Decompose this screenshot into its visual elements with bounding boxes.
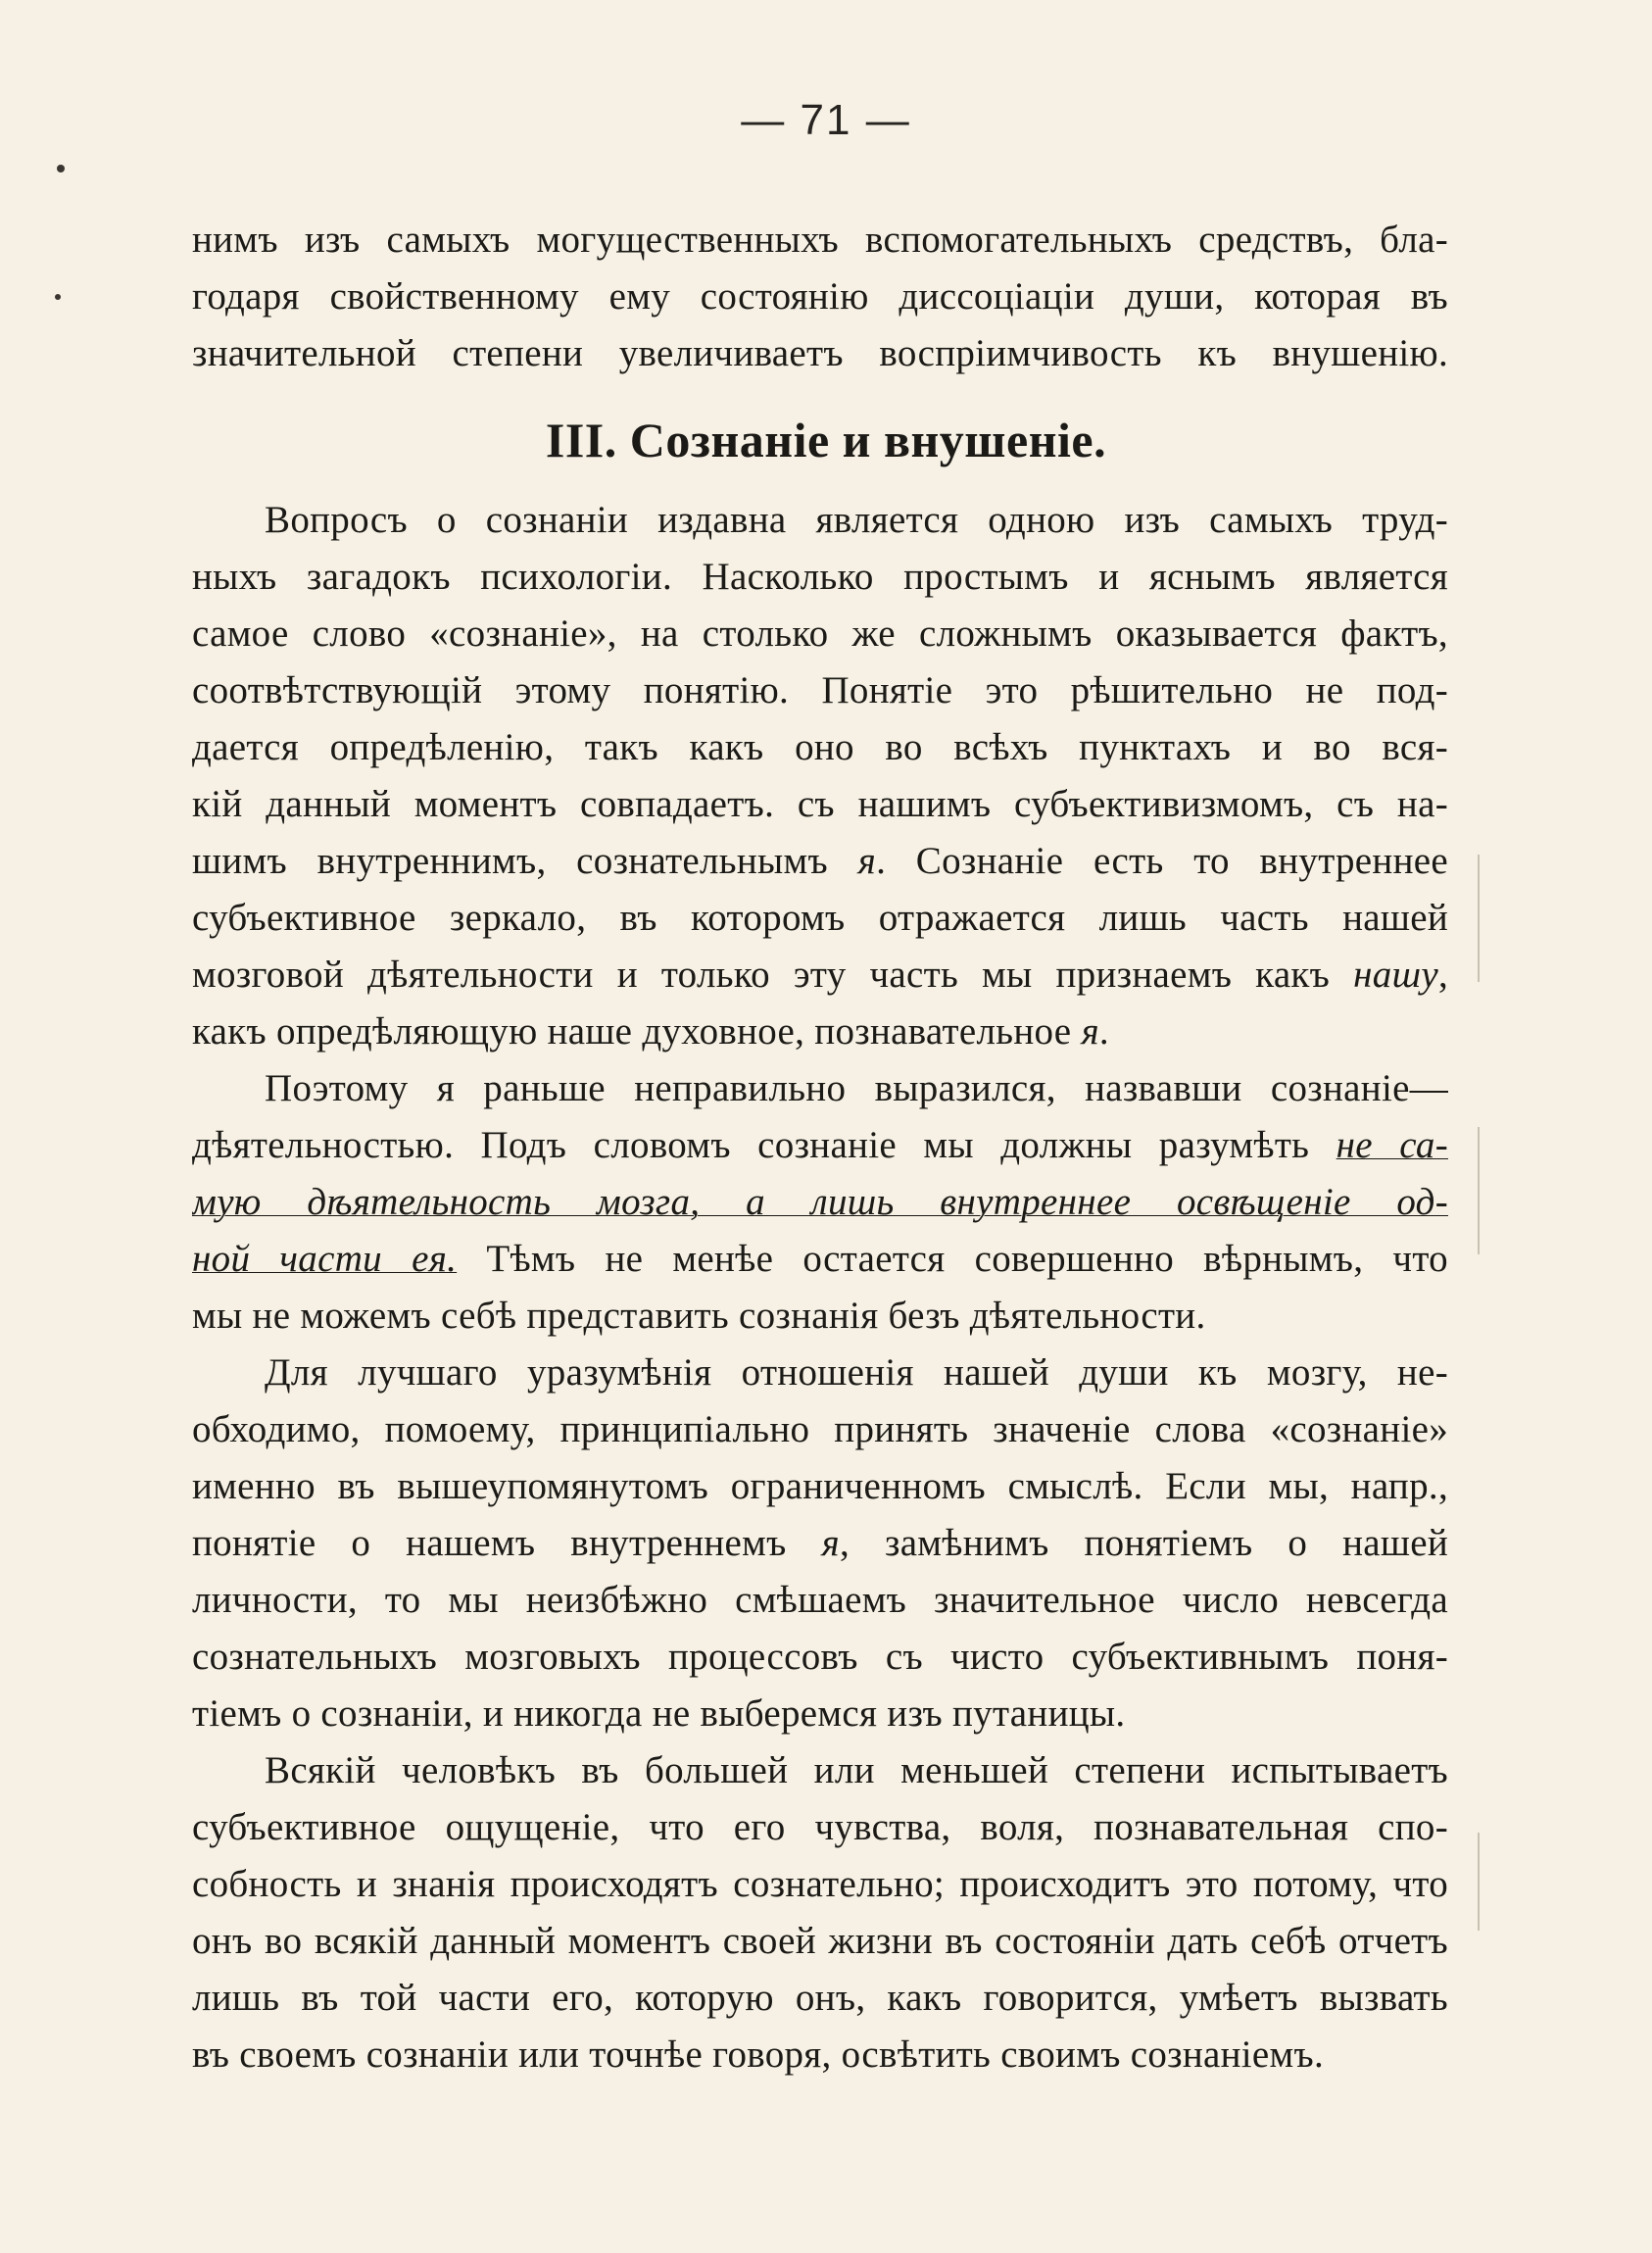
margin-dot	[57, 165, 65, 172]
text-run: шимъ внутреннимъ, сознательнымъ	[192, 840, 858, 882]
emphasized-text: нашу	[1353, 954, 1438, 996]
emphasized-text: мую дѣятельность мозга, а лишь внутреннее освѣщеніе од-	[192, 1181, 1448, 1223]
text-line: тіемъ о сознаніи, и никогда не выберемся изъ путаницы.	[192, 1692, 1126, 1735]
text-line: самое слово «сознаніе», на столько же сложнымъ оказывается фактъ,	[192, 612, 1448, 655]
paragraph-3	[192, 1345, 1448, 1742]
text-run: .	[1098, 1010, 1109, 1053]
paragraph-2	[192, 1060, 1448, 1345]
text-line: субъективное ощущеніе, что его чувства, воля, познавательная спо-	[192, 1806, 1448, 1848]
text-line	[192, 1004, 1448, 1060]
margin-dot	[55, 294, 61, 300]
text-run: понятіе о нашемъ внутреннемъ	[192, 1522, 822, 1564]
margin-pencil-mark	[1478, 855, 1480, 982]
page-number: — 71 —	[741, 96, 911, 144]
text-line: годаря свойственному ему состоянію диссоціаціи души, которая въ	[192, 275, 1448, 318]
text-run: какъ опредѣляющую наше духовное, познавательное	[192, 1010, 1082, 1053]
margin-pencil-mark	[1478, 1127, 1480, 1254]
text-line	[192, 1515, 1448, 1572]
text-run: . Сознаніе есть то внутреннее	[876, 840, 1448, 882]
text-line: дается опредѣленію, такъ какъ оно во всѣхъ пунктахъ и во вся-	[192, 726, 1448, 768]
text-line	[192, 1174, 1448, 1231]
text-line: Вопросъ о сознаніи издавна является одною изъ самыхъ труд-	[265, 499, 1448, 541]
text-line	[192, 833, 1448, 890]
text-line: именно въ вышеупомянутомъ ограниченномъ смыслѣ. Если мы, напр.,	[192, 1465, 1448, 1507]
text-line: субъективное зеркало, въ которомъ отражается лишь часть нашей	[192, 897, 1448, 939]
emphasized-text: ной части ея.	[192, 1238, 458, 1280]
paragraph-4	[192, 1742, 1448, 2083]
text-line: значительной степени увеличиваетъ воспріимчивость къ внушенію.	[192, 332, 1448, 374]
emphasized-text: я	[821, 1522, 840, 1564]
emphasized-text: не са-	[1336, 1124, 1448, 1166]
text-line: сознательныхъ мозговыхъ процессовъ съ чисто субъективнымъ поня-	[192, 1636, 1448, 1678]
text-line: мы не можемъ себѣ представить сознанія безъ дѣятельности.	[192, 1295, 1206, 1337]
text-run: , замѣнимъ понятіемъ о нашей	[839, 1522, 1448, 1564]
text-line: въ своемъ сознаніи или точнѣе говоря, освѣтить своимъ сознаніемъ.	[192, 2033, 1325, 2076]
text-run: дѣятельностью. Подъ словомъ сознаніе мы должны разумѣть	[192, 1124, 1336, 1166]
text-line: нимъ изъ самыхъ могущественныхъ вспомогательныхъ средствъ, бла-	[192, 219, 1448, 261]
text-line: кій данный моментъ совпадаетъ. съ нашимъ субъективизмомъ, съ на-	[192, 783, 1448, 825]
margin-pencil-mark	[1478, 1833, 1480, 1931]
text-line: соотвѣтствующій этому понятію. Понятіе это рѣшительно не под-	[192, 669, 1448, 711]
section-heading: III. Сознаніе и внушеніе.	[545, 413, 1107, 467]
text-line	[192, 1231, 1448, 1288]
text-line	[192, 947, 1448, 1004]
text-run: мозговой дѣятельности и только эту часть мы признаемъ какъ	[192, 954, 1354, 996]
text-run: ,	[1437, 954, 1448, 996]
text-line: Всякій человѣкъ въ большей или меньшей степени испытываетъ	[265, 1749, 1448, 1791]
text-line: обходимо, помоему, принципіально принять значеніе слова «сознаніе»	[192, 1408, 1448, 1450]
text-line: лишь въ той части его, которую онъ, какъ говорится, умѣетъ вызвать	[192, 1977, 1448, 2019]
emphasized-text: я	[857, 840, 877, 882]
text-line: онъ во всякій данный моментъ своей жизни въ состояніи дать себѣ отчетъ	[192, 1920, 1448, 1962]
emphasized-text: я	[1081, 1010, 1099, 1053]
text-line: собность и знанія происходятъ сознательно; происходитъ это потому, что	[192, 1863, 1448, 1905]
text-line: личности, то мы неизбѣжно смѣшаемъ значительное число невсегда	[192, 1579, 1448, 1621]
text-line: Для лучшаго уразумѣнія отношенія нашей души къ мозгу, не-	[265, 1351, 1448, 1394]
text-run: Тѣмъ не менѣе остается совершенно вѣрнымъ, что	[457, 1238, 1448, 1280]
text-line: ныхъ загадокъ психологіи. Насколько простымъ и яснымъ является	[192, 556, 1448, 598]
text-line: Поэтому я раньше неправильно выразился, назвавши сознаніе—	[265, 1067, 1448, 1109]
text-line	[192, 1117, 1448, 1174]
paragraph-1	[192, 492, 1448, 1060]
intro-text	[192, 212, 1448, 382]
